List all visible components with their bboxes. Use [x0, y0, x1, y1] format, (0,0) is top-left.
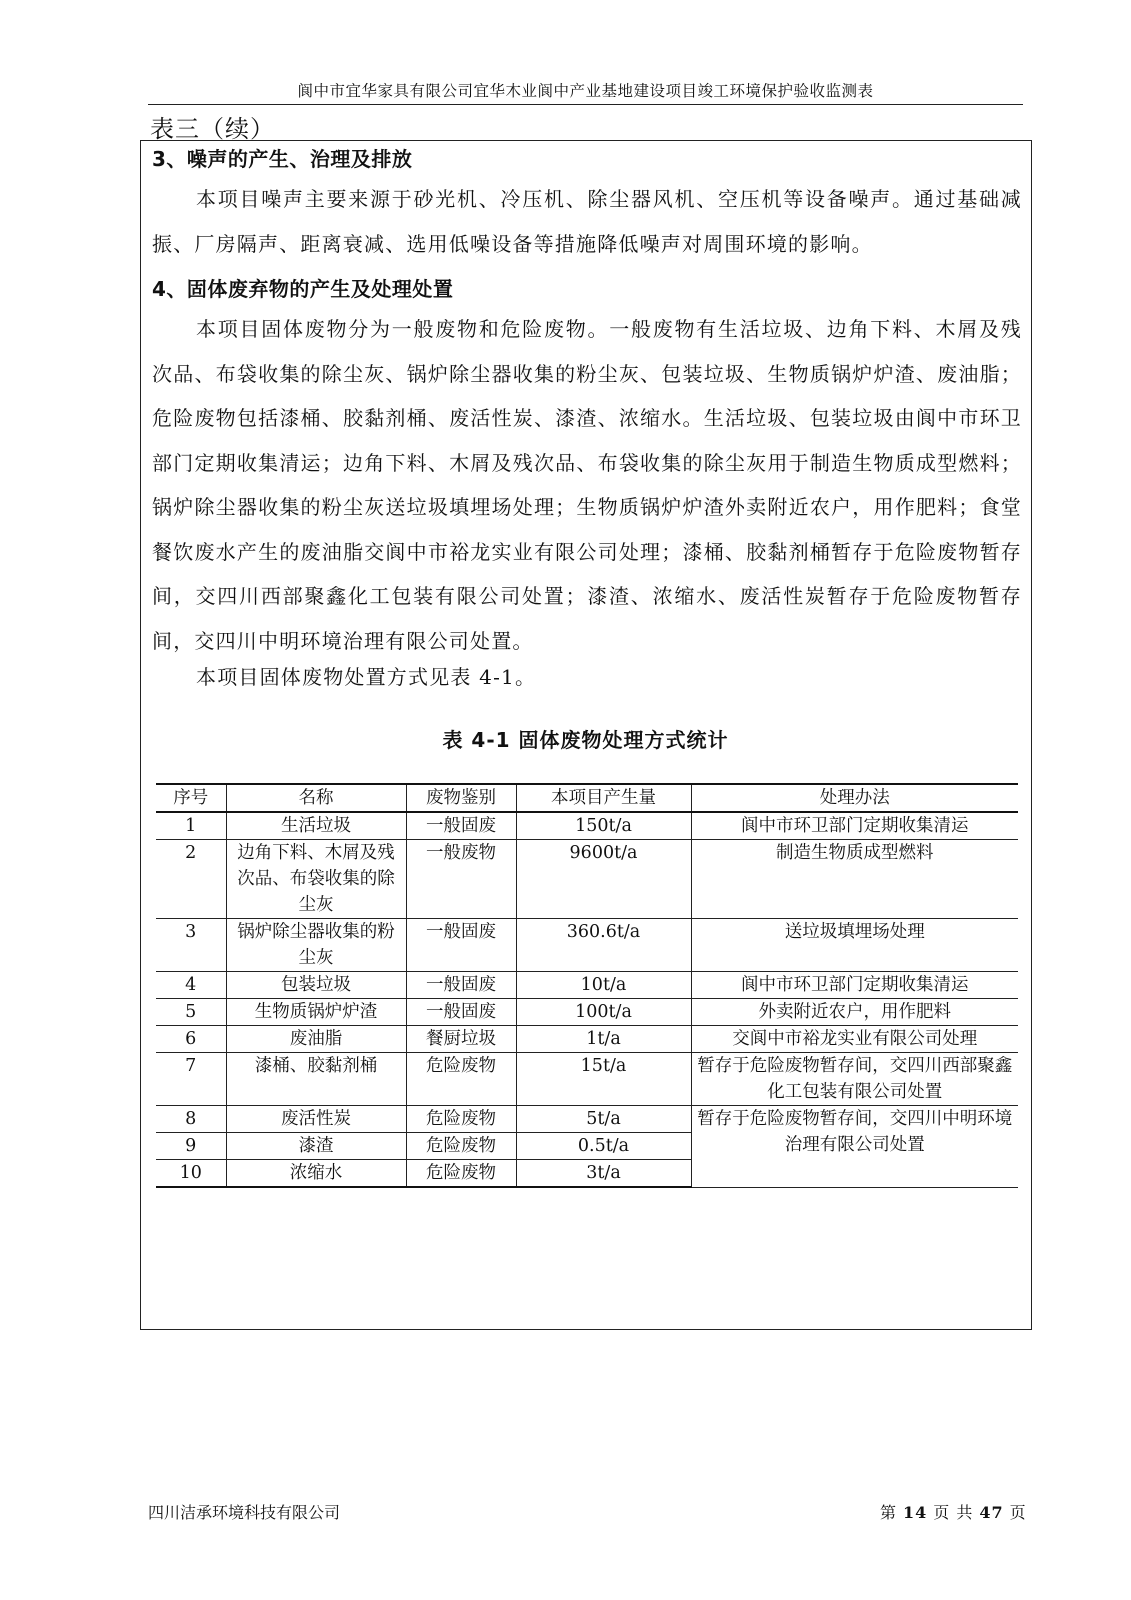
cell-type: 危险废物 [406, 1106, 516, 1133]
cell-method: 制造生物质成型燃料 [691, 840, 1018, 919]
cell-type: 危险废物 [406, 1160, 516, 1188]
heading-solid-waste: 4、固体废弃物的产生及处理处置 [152, 277, 454, 301]
cell-amount: 1t/a [516, 1026, 691, 1053]
cell-amount: 9600t/a [516, 840, 691, 919]
table-caption: 表 4-1 固体废物处理方式统计 [442, 728, 729, 752]
cell-type: 一般固废 [406, 812, 516, 840]
cell-amount: 0.5t/a [516, 1133, 691, 1160]
table-row [156, 972, 1018, 999]
paragraph-table-ref: 本项目固体废物处置方式见表 4-1。 [196, 665, 537, 689]
page-current: 14 [903, 1503, 928, 1522]
table-row [156, 999, 1018, 1026]
cell-method: 暂存于危险废物暂存间，交四川西部聚鑫化工包装有限公司处置 [691, 1053, 1018, 1106]
table-row [156, 1106, 1018, 1133]
cell-name: 生物质锅炉炉渣 [226, 999, 406, 1026]
table-row [156, 1053, 1018, 1106]
cell-name: 废油脂 [226, 1026, 406, 1053]
cell-no: 1 [156, 812, 226, 840]
cell-type: 危险废物 [406, 1133, 516, 1160]
cell-amount: 100t/a [516, 999, 691, 1026]
cell-method: 阆中市环卫部门定期收集清运 [691, 812, 1018, 840]
cell-no: 4 [156, 972, 226, 999]
paragraph-noise: 本项目噪声主要来源于砂光机、冷压机、除尘器风机、空压机等设备噪声。通过基础减振、厂房隔声、距离衰减、选用低噪设备等措施降低噪声对周围环境的影响。 [152, 187, 1022, 256]
cell-method: 送垃圾填埋场处理 [691, 919, 1018, 972]
page-header: 阆中市宜华家具有限公司宜华木业阆中产业基地建设项目竣工环境保护验收监测表 [297, 82, 874, 100]
cell-method: 外卖附近农户，用作肥料 [691, 999, 1018, 1026]
cell-method: 交阆中市裕龙实业有限公司处理 [691, 1026, 1018, 1053]
cell-name: 浓缩水 [226, 1160, 406, 1188]
cell-no: 9 [156, 1133, 226, 1160]
cell-amount: 15t/a [516, 1053, 691, 1106]
page-prefix: 第 [880, 1503, 898, 1522]
cell-no: 10 [156, 1160, 226, 1188]
table-header-row [156, 784, 1018, 812]
cell-no: 3 [156, 919, 226, 972]
cell-no: 8 [156, 1106, 226, 1133]
cell-amount: 360.6t/a [516, 919, 691, 972]
cell-type: 一般废物 [406, 840, 516, 919]
footer-company: 四川洁承环境科技有限公司 [148, 1503, 341, 1522]
waste-table [156, 783, 1018, 1188]
cell-no: 7 [156, 1053, 226, 1106]
footer-page-number [880, 1500, 1027, 1523]
cell-method-merged: 暂存于危险废物暂存间，交四川中明环境治理有限公司处置 [691, 1106, 1018, 1188]
header-no: 序号 [156, 784, 226, 812]
cell-amount: 150t/a [516, 812, 691, 840]
page-total: 47 [979, 1503, 1004, 1522]
table-row [156, 919, 1018, 972]
cell-no: 2 [156, 840, 226, 919]
table-row [156, 812, 1018, 840]
cell-amount: 10t/a [516, 972, 691, 999]
section-label: 表三（续） [150, 115, 275, 143]
cell-name: 生活垃圾 [226, 812, 406, 840]
cell-name: 漆渣 [226, 1133, 406, 1160]
cell-type: 一般固废 [406, 999, 516, 1026]
cell-type: 一般固废 [406, 919, 516, 972]
page-suffix: 页 [1009, 1503, 1027, 1522]
cell-name: 锅炉除尘器收集的粉尘灰 [226, 919, 406, 972]
table-row [156, 840, 1018, 919]
header-method: 处理办法 [691, 784, 1018, 812]
cell-no: 6 [156, 1026, 226, 1053]
header-amount: 本项目产生量 [516, 784, 691, 812]
cell-name: 漆桶、胶黏剂桶 [226, 1053, 406, 1106]
heading-noise: 3、噪声的产生、治理及排放 [152, 147, 413, 171]
cell-name: 包装垃圾 [226, 972, 406, 999]
cell-name: 废活性炭 [226, 1106, 406, 1133]
header-name: 名称 [226, 784, 406, 812]
header-type: 废物鉴别 [406, 784, 516, 812]
cell-type: 危险废物 [406, 1053, 516, 1106]
cell-no: 5 [156, 999, 226, 1026]
header-divider [148, 104, 1023, 105]
table-row [156, 1026, 1018, 1053]
cell-method: 阆中市环卫部门定期收集清运 [691, 972, 1018, 999]
cell-type: 餐厨垃圾 [406, 1026, 516, 1053]
page-mid: 页 共 [933, 1503, 974, 1522]
cell-amount: 3t/a [516, 1160, 691, 1188]
cell-type: 一般固废 [406, 972, 516, 999]
cell-name: 边角下料、木屑及残次品、布袋收集的除尘灰 [226, 840, 406, 919]
cell-amount: 5t/a [516, 1106, 691, 1133]
paragraph-solid-waste: 本项目固体废物分为一般废物和危险废物。一般废物有生活垃圾、边角下料、木屑及残次品、布袋收集的除尘灰、锅炉除尘器收集的粉尘灰、包装垃圾、生物质锅炉炉渣、废油脂；危险废物包括漆桶、胶黏剂桶、废活性炭、漆渣、浓缩水。生活垃圾、包装垃圾由阆中市环卫部门定期收集清运；边角下料、木屑及残次品、布袋收集的除尘灰用于制造生物质成型燃料；锅炉除尘器收集的粉尘灰送垃圾填埋场处理；生物质锅炉炉渣外卖附近农户，用作肥料；食堂餐饮废水产生的废油脂交阆中市裕龙实业有限公司处理；漆桶、胶黏剂桶暂存于危险废物暂存间，交四川西部聚鑫化工包装有限公司处置；漆渣、浓缩水、废活性炭暂存于危险废物暂存间，交四川中明环境治理有限公司处置。 [152, 317, 1022, 653]
